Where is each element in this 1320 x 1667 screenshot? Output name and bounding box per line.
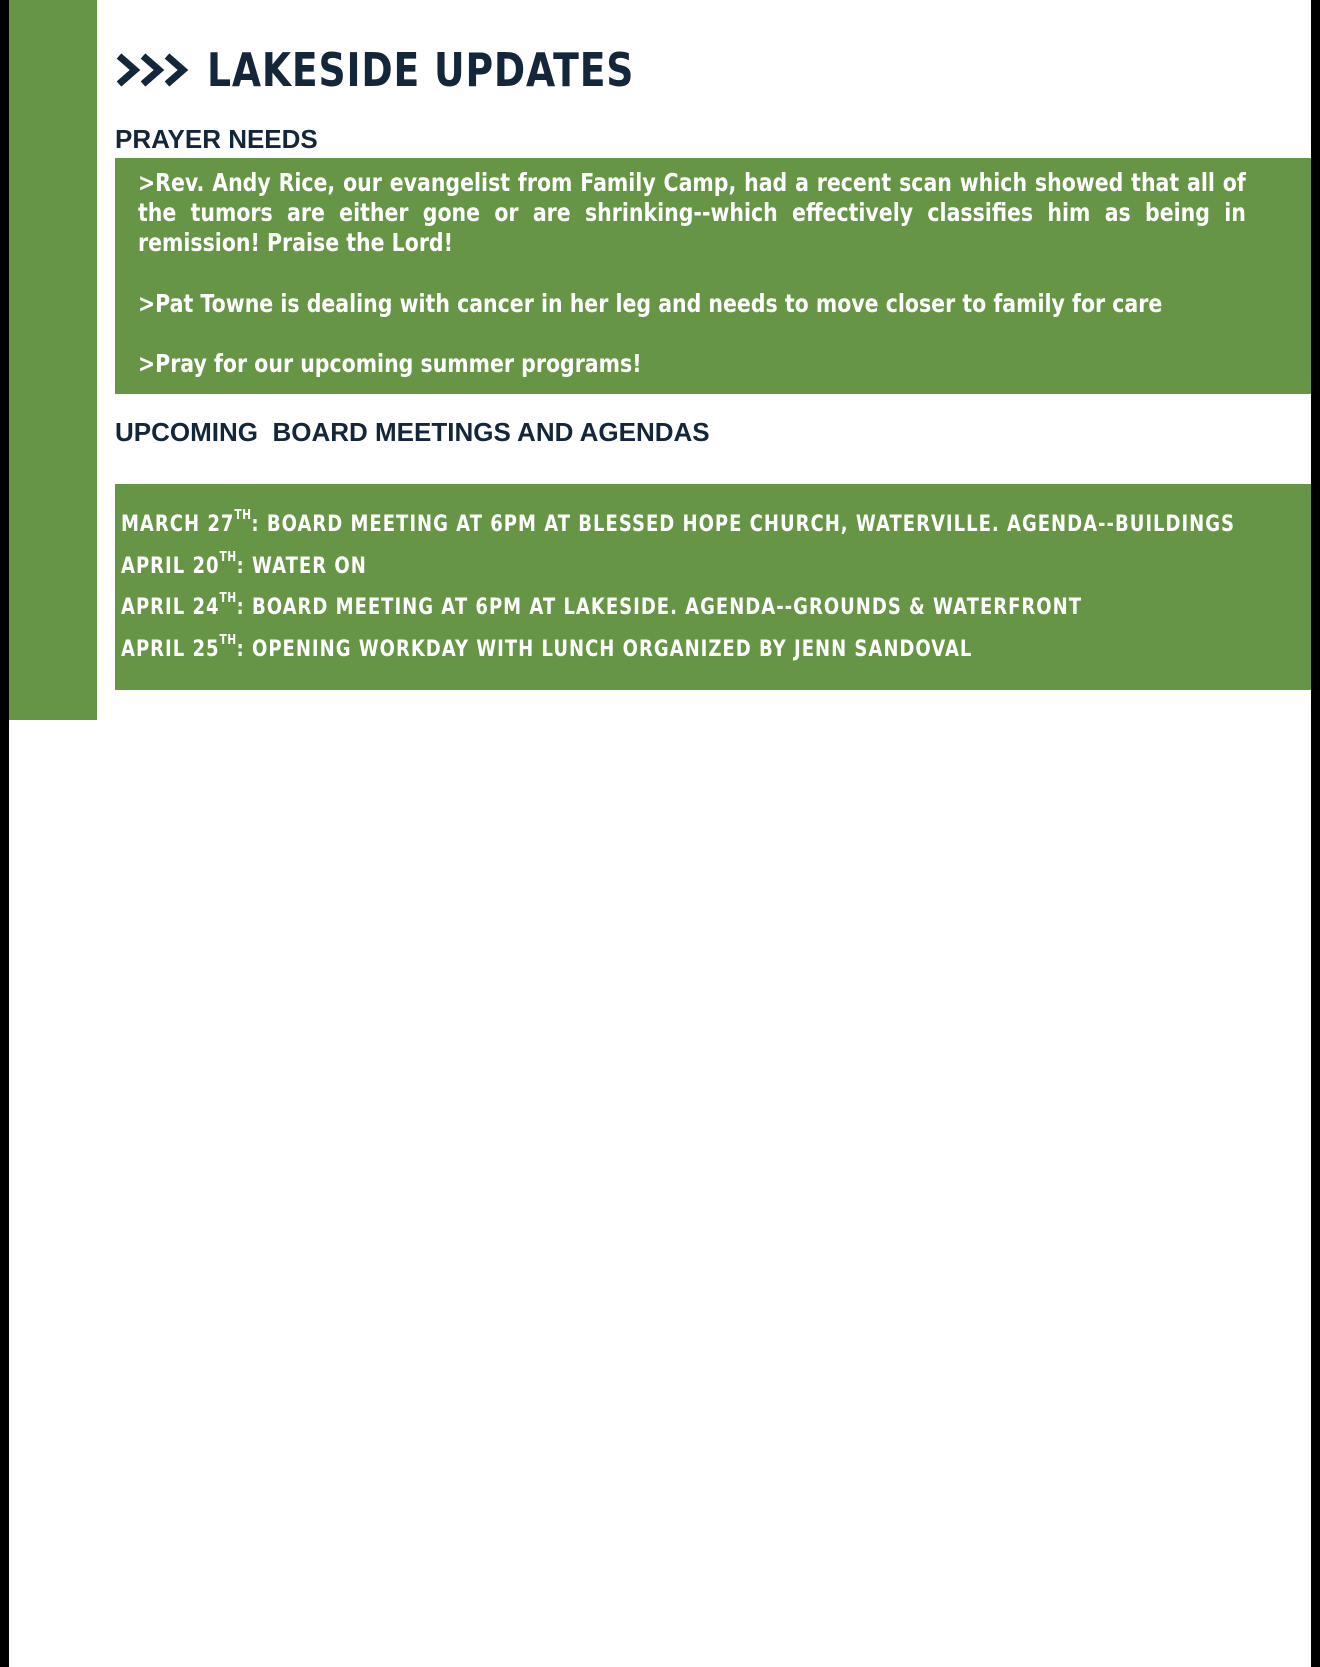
prayer-item: >Pray for our upcoming summer programs! — [138, 349, 642, 378]
meeting-item — [121, 550, 367, 579]
meeting-date: APRIL 24 — [121, 595, 220, 620]
date-suffix: TH — [234, 508, 252, 523]
meeting-details: : BOARD MEETING AT 6PM AT LAKESIDE. AGENDA--GROUNDS & WATERFRONT — [236, 595, 1083, 620]
green-side-bar — [9, 0, 97, 720]
prayer-needs-heading: PRAYER NEEDS — [115, 124, 318, 154]
meeting-item — [121, 591, 1083, 620]
meeting-date: APRIL 25 — [121, 637, 220, 662]
meeting-item — [121, 508, 1236, 537]
page-title: LAKESIDE UPDATES — [207, 43, 635, 97]
newsletter-page — [9, 0, 1311, 1667]
meeting-item — [121, 633, 973, 662]
meeting-details: : OPENING WORKDAY WITH LUNCH ORGANIZED BY JENN SANDOVAL — [236, 637, 973, 662]
meeting-date: MARCH 27 — [121, 512, 235, 537]
prayer-item: >Pat Towne is dealing with cancer in her leg and needs to move closer to family for care — [138, 289, 1163, 318]
date-suffix: TH — [219, 633, 237, 648]
board-meetings-heading: UPCOMING BOARD MEETINGS AND AGENDAS — [115, 417, 710, 447]
date-suffix: TH — [219, 550, 237, 565]
meeting-date: APRIL 20 — [121, 554, 220, 579]
page-header — [115, 42, 728, 98]
board-meetings-box — [115, 484, 1311, 690]
triple-chevron-right-icon — [115, 50, 191, 90]
prayer-item: >Rev. Andy Rice, our evangelist from Family Camp, had a recent scan which showed that all of the tumors are either gone or are shrinking--which effectively classifies him as being in remission! Praise the Lord! — [138, 168, 1246, 257]
meeting-details: : BOARD MEETING AT 6PM AT BLESSED HOPE CHURCH, WATERVILLE. AGENDA--BUILDINGS — [251, 512, 1236, 537]
prayer-needs-box — [115, 158, 1311, 394]
meeting-details: : WATER ON — [236, 554, 367, 579]
date-suffix: TH — [219, 591, 237, 606]
